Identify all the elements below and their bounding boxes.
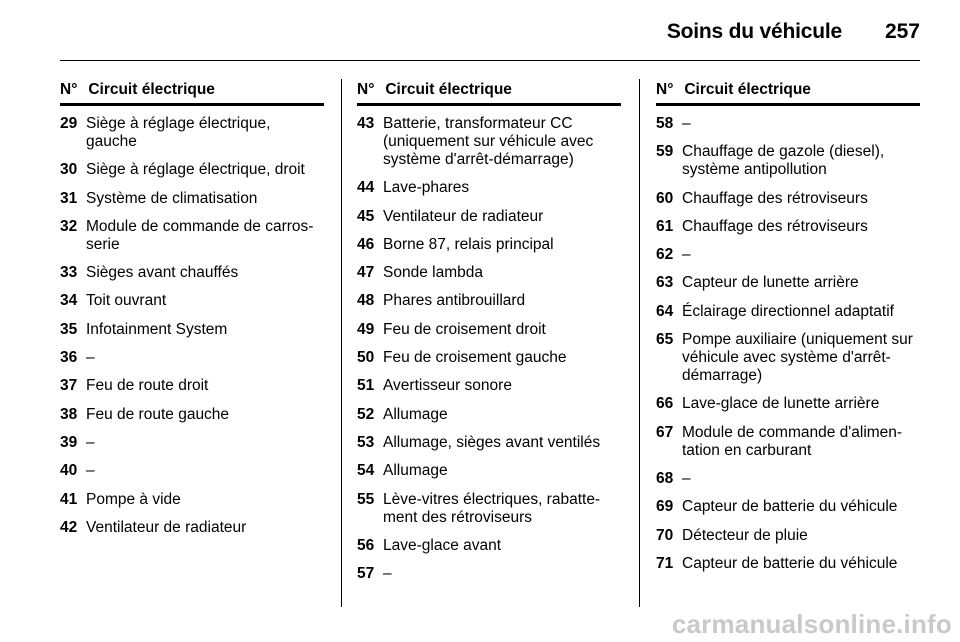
fuse-circuit: Module de commande d'alimen-tation en carburant xyxy=(682,423,903,459)
fuse-row xyxy=(357,264,621,282)
fuse-number: 60 xyxy=(656,189,674,207)
fuse-row xyxy=(357,565,621,583)
fuse-column-1 xyxy=(60,79,324,547)
fuse-number: 61 xyxy=(656,217,674,235)
fuse-number: 35 xyxy=(60,320,78,338)
fuse-circuit: – xyxy=(86,462,95,480)
column-header-label: Circuit électrique xyxy=(385,81,512,98)
fuse-row xyxy=(656,115,920,133)
fuse-circuit: Feu de route gauche xyxy=(86,405,230,423)
fuse-row xyxy=(357,349,621,367)
fuse-circuit: Infotainment System xyxy=(86,320,228,338)
fuse-row xyxy=(357,462,621,480)
column-header xyxy=(60,79,324,106)
column-divider xyxy=(639,79,640,607)
page-title: Soins du véhicule xyxy=(666,20,842,43)
fuse-circuit: Avertisseur sonore xyxy=(383,377,512,395)
page-number: 257 xyxy=(884,20,920,43)
fuse-number: 59 xyxy=(656,143,674,161)
fuse-row xyxy=(60,349,324,367)
fuse-number: 37 xyxy=(60,377,78,395)
fuse-row xyxy=(60,377,324,395)
fuse-circuit: Lave-phares xyxy=(383,179,470,197)
fuse-row xyxy=(656,303,920,321)
fuse-number: 31 xyxy=(60,189,78,207)
fuse-list xyxy=(60,115,324,537)
fuse-number: 42 xyxy=(60,518,78,536)
fuse-circuit: Lave-glace avant xyxy=(383,536,502,554)
fuse-number: 53 xyxy=(357,433,375,451)
fuse-row xyxy=(656,143,920,179)
page-header xyxy=(0,0,960,62)
fuse-number: 65 xyxy=(656,331,674,349)
fuse-row xyxy=(60,462,324,480)
fuse-column-3 xyxy=(656,79,920,583)
fuse-number: 66 xyxy=(656,395,674,413)
header-rule xyxy=(60,60,920,61)
fuse-number: 70 xyxy=(656,526,674,544)
fuse-number: 62 xyxy=(656,246,674,264)
fuse-row xyxy=(60,406,324,424)
fuse-circuit: Ventilateur de radiateur xyxy=(383,207,544,225)
fuse-circuit: Chauffage des rétroviseurs xyxy=(682,217,868,235)
column-header xyxy=(357,79,621,106)
fuse-row xyxy=(60,161,324,179)
fuse-number: 58 xyxy=(656,115,674,132)
column-header-number: N° xyxy=(357,81,375,98)
fuse-circuit: – xyxy=(682,115,691,132)
fuse-row xyxy=(60,434,324,452)
column-header-number: N° xyxy=(656,81,674,98)
fuse-circuit: – xyxy=(383,565,392,583)
fuse-number: 47 xyxy=(357,264,375,282)
fuse-row xyxy=(656,498,920,516)
fuse-row xyxy=(656,246,920,264)
fuse-circuit: Feu de route droit xyxy=(86,377,209,395)
column-header-number: N° xyxy=(60,81,78,98)
fuse-circuit: Allumage xyxy=(383,405,448,423)
fuse-row xyxy=(60,321,324,339)
fuse-circuit: Lave-glace de lunette arrière xyxy=(682,395,880,413)
fuse-number: 54 xyxy=(357,462,375,480)
fuse-circuit: Batterie, transformateur CC (uniquement sur véhicule avec système d'arrêt-démarrage) xyxy=(383,115,594,168)
fuse-circuit: Feu de croisement droit xyxy=(383,320,546,338)
fuse-number: 39 xyxy=(60,433,78,451)
watermark: carmanualsonline.info xyxy=(671,609,952,639)
fuse-circuit: Système de climatisation xyxy=(86,189,258,207)
fuse-circuit: Ventilateur de radiateur xyxy=(86,518,247,536)
fuse-number: 49 xyxy=(357,320,375,338)
fuse-number: 38 xyxy=(60,405,78,423)
fuse-row xyxy=(60,115,324,151)
column-header-label: Circuit électrique xyxy=(684,81,811,98)
fuse-row xyxy=(357,236,621,254)
column-header xyxy=(656,79,920,106)
fuse-number: 43 xyxy=(357,115,375,132)
fuse-circuit: Capteur de lunette arrière xyxy=(682,274,859,292)
fuse-number: 48 xyxy=(357,292,375,310)
fuse-number: 29 xyxy=(60,115,78,132)
fuse-circuit: Chauffage des rétroviseurs xyxy=(682,189,868,207)
fuse-number: 52 xyxy=(357,405,375,423)
fuse-row xyxy=(357,434,621,452)
fuse-number: 55 xyxy=(357,490,375,508)
fuse-circuit: Allumage xyxy=(383,462,448,480)
fuse-number: 67 xyxy=(656,423,674,441)
fuse-row xyxy=(60,218,324,254)
fuse-row xyxy=(656,555,920,573)
fuse-circuit: Allumage, sièges avant ventilés xyxy=(383,433,601,451)
fuse-number: 57 xyxy=(357,565,375,583)
fuse-row xyxy=(357,208,621,226)
fuse-row xyxy=(357,406,621,424)
fuse-row xyxy=(656,218,920,236)
fuse-row xyxy=(656,331,920,385)
column-header-label: Circuit électrique xyxy=(88,81,215,98)
fuse-row xyxy=(60,292,324,310)
fuse-number: 34 xyxy=(60,292,78,310)
fuse-row xyxy=(656,190,920,208)
fuse-circuit: Sonde lambda xyxy=(383,264,483,282)
fuse-number: 36 xyxy=(60,349,78,367)
fuse-row xyxy=(357,115,621,169)
column-divider xyxy=(341,79,342,607)
fuse-circuit: Module de commande de carros-serie xyxy=(86,217,314,253)
fuse-row xyxy=(357,292,621,310)
fuse-circuit: Chauffage de gazole (diesel), système antipollution xyxy=(682,143,885,179)
fuse-number: 56 xyxy=(357,536,375,554)
fuse-circuit: Toit ouvrant xyxy=(86,292,167,310)
fuse-number: 64 xyxy=(656,302,674,320)
fuse-row xyxy=(656,470,920,488)
fuse-number: 71 xyxy=(656,554,674,572)
fuse-row xyxy=(357,491,621,527)
fuse-circuit: Éclairage directionnel adaptatif xyxy=(682,302,894,320)
fuse-row xyxy=(60,491,324,509)
fuse-row xyxy=(60,519,324,537)
fuse-list xyxy=(357,115,621,583)
fuse-number: 68 xyxy=(656,469,674,487)
fuse-number: 44 xyxy=(357,179,375,197)
fuse-list xyxy=(656,115,920,573)
fuse-circuit: – xyxy=(86,349,95,367)
fuse-number: 40 xyxy=(60,462,78,480)
fuse-row xyxy=(60,264,324,282)
fuse-circuit: Sièges avant chauffés xyxy=(86,264,239,282)
fuse-circuit: Siège à réglage électrique, gauche xyxy=(86,115,271,150)
fuse-row xyxy=(656,274,920,292)
fuse-circuit: – xyxy=(682,246,691,264)
fuse-circuit: Pompe à vide xyxy=(86,490,181,508)
fuse-circuit: Phares antibrouillard xyxy=(383,292,526,310)
fuse-row xyxy=(357,377,621,395)
fuse-row xyxy=(357,321,621,339)
fuse-number: 33 xyxy=(60,264,78,282)
fuse-circuit: Siège à réglage électrique, droit xyxy=(86,161,305,179)
fuse-number: 46 xyxy=(357,235,375,253)
fuse-number: 41 xyxy=(60,490,78,508)
fuse-circuit: Détecteur de pluie xyxy=(682,526,808,544)
fuse-column-2 xyxy=(357,79,621,593)
fuse-row xyxy=(357,537,621,555)
fuse-row xyxy=(60,190,324,208)
fuse-row xyxy=(656,395,920,413)
fuse-number: 51 xyxy=(357,377,375,395)
fuse-row xyxy=(656,424,920,460)
fuse-number: 63 xyxy=(656,274,674,292)
fuse-number: 69 xyxy=(656,498,674,516)
fuse-circuit: – xyxy=(86,433,95,451)
fuse-circuit: Feu de croisement gauche xyxy=(383,349,567,367)
fuse-number: 30 xyxy=(60,161,78,179)
fuse-row xyxy=(656,527,920,545)
fuse-circuit: Capteur de batterie du véhicule xyxy=(682,554,898,572)
fuse-circuit: – xyxy=(682,469,691,487)
fuse-number: 32 xyxy=(60,217,78,235)
fuse-circuit: Pompe auxiliaire (uniquement sur véhicule avec système d'arrêt-démarrage) xyxy=(682,331,913,385)
fuse-number: 50 xyxy=(357,349,375,367)
fuse-circuit: Lève-vitres électriques, rabatte-ment des rétroviseurs xyxy=(383,490,601,526)
fuse-circuit: Capteur de batterie du véhicule xyxy=(682,498,898,516)
fuse-row xyxy=(357,179,621,197)
fuse-number: 45 xyxy=(357,207,375,225)
fuse-circuit: Borne 87, relais principal xyxy=(383,235,554,253)
